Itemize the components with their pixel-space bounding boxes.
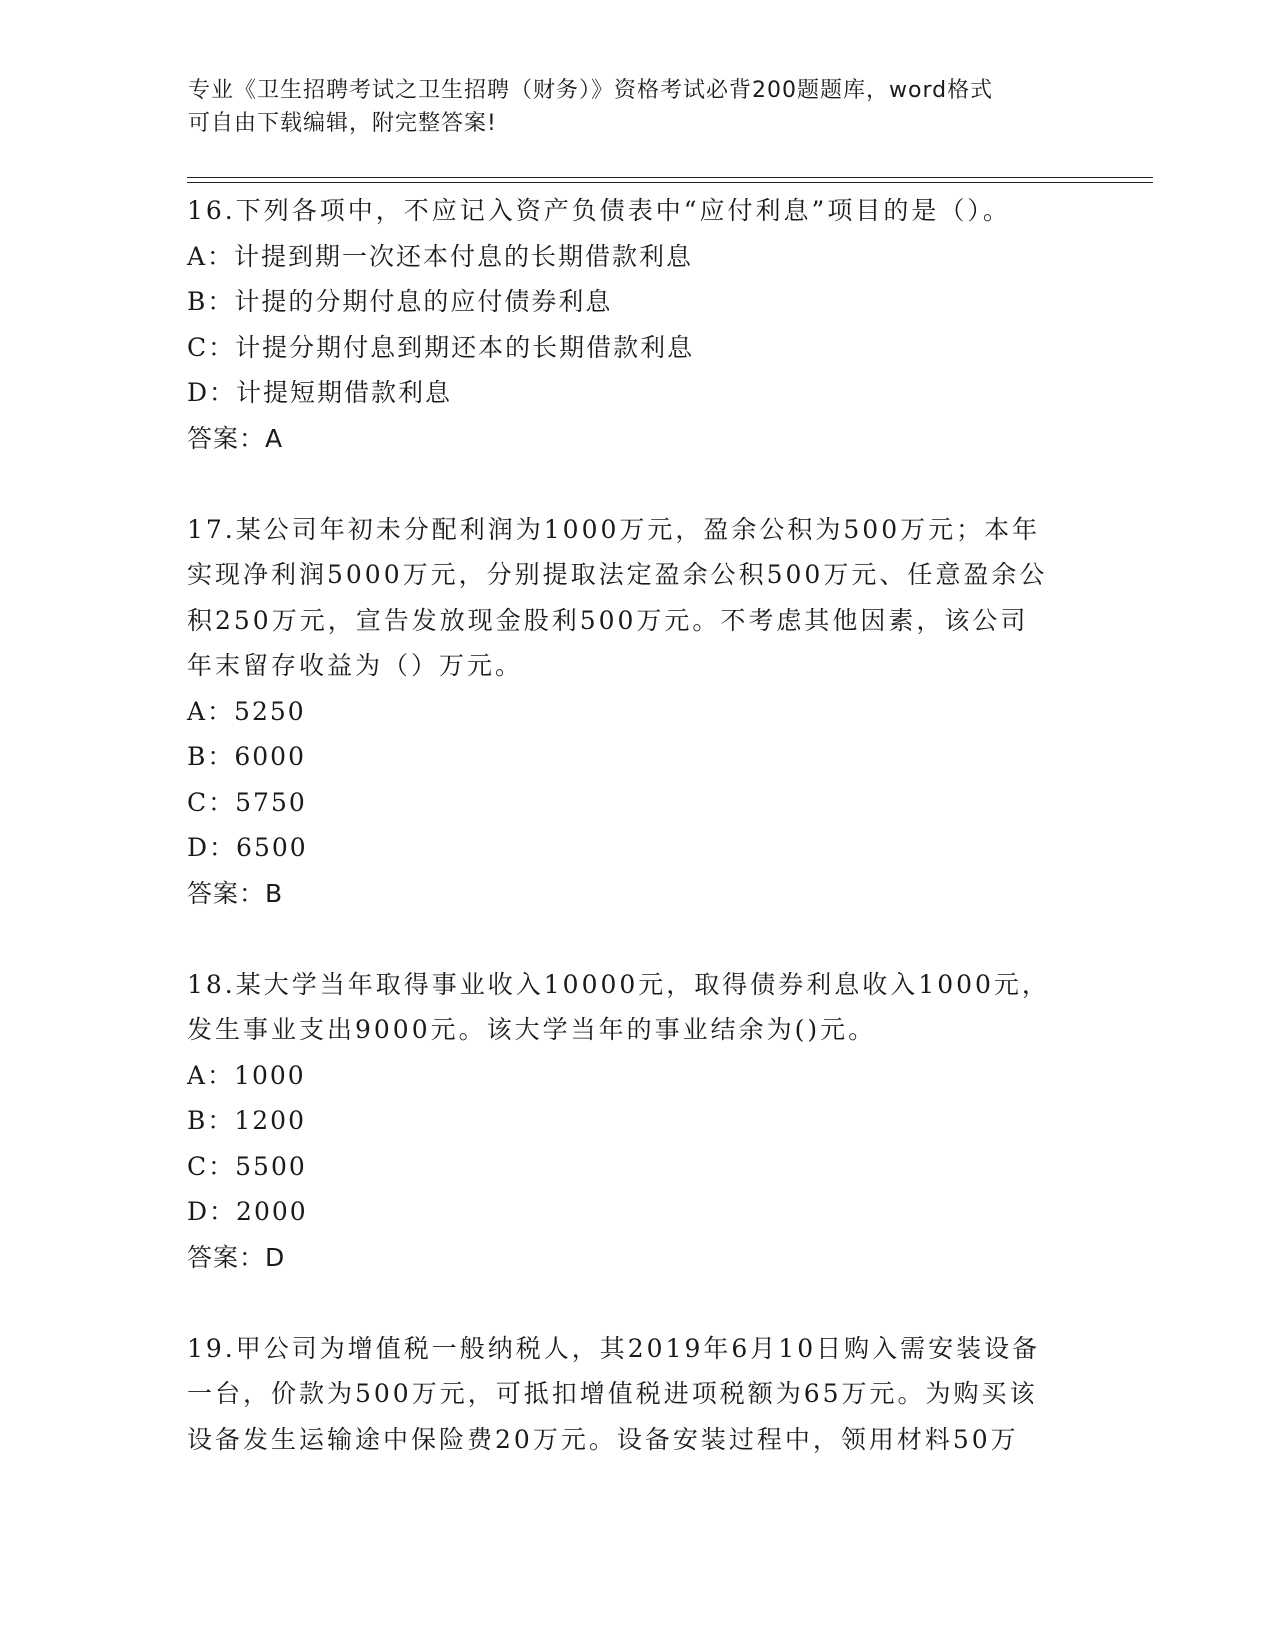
question-16 <box>187 188 1087 461</box>
option-c: C：5750 <box>187 787 307 817</box>
option-a: A：5250 <box>187 696 306 726</box>
spacer <box>187 916 1087 962</box>
option-b: B：计提的分期付息的应付债券利息 <box>187 287 613 316</box>
answer: 答案：B <box>187 878 284 908</box>
question-stem-line: 16.下列各项中，不应记入资产负债表中“应付利息”项目的是（）。 <box>187 196 1011 225</box>
question-17 <box>187 507 1087 917</box>
option-b: B：1200 <box>187 1106 306 1135</box>
question-stem-line: 年末留存收益为（）万元。 <box>187 651 524 680</box>
question-list <box>187 188 1087 1462</box>
option-a: A：计提到期一次还本付息的长期借款利息 <box>187 241 694 271</box>
header-line-1: 专业《卫生招聘考试之卫生招聘（财务）》资格考试必背200题题库，word格式 <box>188 78 994 103</box>
question-stem-line: 17.某公司年初未分配利润为1000万元，盈余公积为500万元；本年 <box>187 514 1041 544</box>
option-c: C：5500 <box>187 1151 307 1181</box>
answer: 答案：D <box>187 1242 286 1272</box>
header-line-2: 可自由下载编辑，附完整答案! <box>188 111 497 136</box>
spacer <box>187 1280 1087 1326</box>
question-stem-line: 实现净利润5000万元，分别提取法定盈余公积500万元、任意盈余公 <box>187 560 1048 589</box>
header-rule-top <box>187 177 1153 178</box>
option-a: A：1000 <box>187 1060 306 1090</box>
option-b: B：6000 <box>187 742 306 771</box>
option-d: D：2000 <box>187 1197 308 1226</box>
question-stem-line: 19.甲公司为增值税一般纳税人，其2019年6月10日购入需安装设备 <box>187 1333 1041 1363</box>
spacer <box>187 461 1087 507</box>
answer: 答案：A <box>187 423 284 453</box>
question-stem-line: 一台，价款为500万元，可抵扣增值税进项税额为65万元。为购买该 <box>187 1379 1038 1408</box>
option-c: C：计提分期付息到期还本的长期借款利息 <box>187 332 695 362</box>
question-stem-line: 18.某大学当年取得事业收入10000元，取得债券利息收入1000元， <box>187 969 1050 999</box>
option-d: D：计提短期借款利息 <box>187 378 453 407</box>
option-d: D：6500 <box>187 833 308 862</box>
header-rule-bottom <box>187 182 1153 183</box>
question-stem-line: 积250万元，宣告发放现金股利500万元。不考虑其他因素，该公司 <box>187 605 1029 635</box>
question-stem-line: 发生事业支出9000元。该大学当年的事业结余为()元。 <box>187 1015 877 1044</box>
question-18 <box>187 962 1087 1281</box>
page-header <box>188 74 1088 140</box>
question-19 <box>187 1326 1087 1463</box>
question-stem-line: 设备发生运输途中保险费20万元。设备安装过程中，领用材料50万 <box>187 1424 1019 1454</box>
